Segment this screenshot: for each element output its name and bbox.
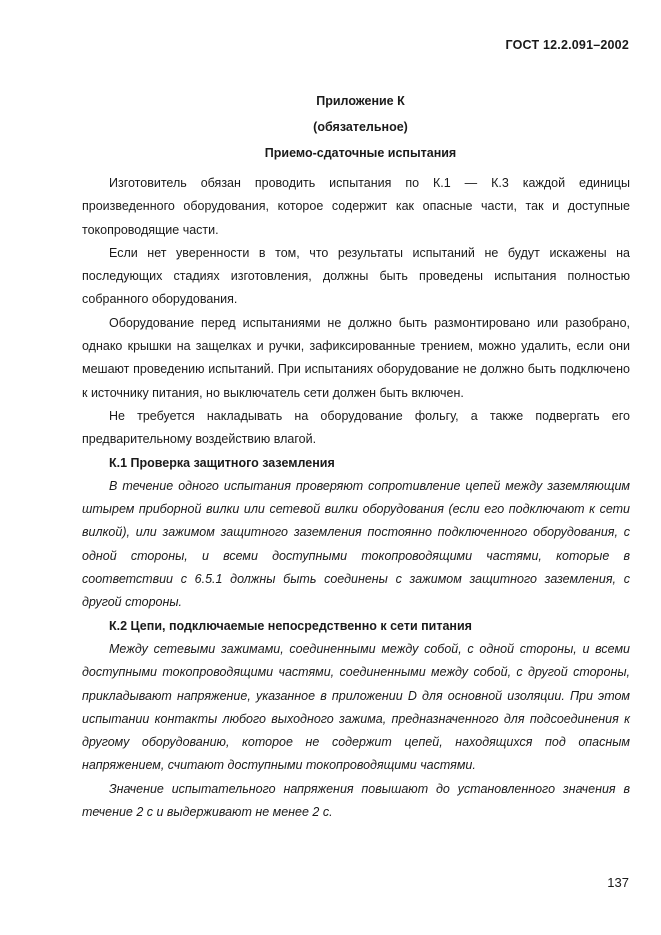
intro-paragraph: Оборудование перед испытаниями не должно быть размонтировано или разобрано, однако крышки на защелках и ручки, зафиксированные трением, можно удалить, если они мешают проведению испытаний. При испытаниях оборудование не должно быть подключено к источнику питания, но выключатель сети должен быть включен. (82, 315, 630, 400)
annex-status: (обязательное) (313, 120, 408, 134)
intro-paragraph: Не требуется накладывать на оборудование фольгу, а также подвергать его предварительному воздействию влагой. (82, 408, 630, 447)
section-k2-paragraph: Значение испытательного напряжения повышают до установленного значения в течение 2 с и выдерживают не менее 2 с. (82, 781, 630, 820)
section-k1-heading: К.1 Проверка защитного заземления (109, 455, 335, 470)
section-k2-paragraph: Между сетевыми зажимами, соединенными между собой, с одной стороны, и всеми доступными токопроводящими частями, соединенными между собой, с другой стороны, прикладывают напряжение, указанное в приложении D для основной изоляции. При этом испытании контакты любого выходного зажима, предназначенного для подсоединения к другому оборудованию, которое не содержит цепей, находящихся под опасным напряжением, считают доступными токопроводящими частями. (82, 641, 630, 773)
section-k1-paragraph: В течение одного испытания проверяют сопротивление цепей между заземляющим штырем приборной вилки или сетевой вилки оборудования (если его подключают к сети вилкой), или зажимом защитного заземления постоянно подключенного оборудования, с одной стороны, и всеми доступными токопроводящими частями, которые в соответствии с 6.5.1 должны быть соединены с зажимом защитного заземления, с другой стороны. (82, 478, 630, 610)
page-number: 137 (607, 875, 629, 890)
intro-paragraph: Если нет уверенности в том, что результаты испытаний не будут искажены на последующих стадиях изготовления, должны быть проведены испытания полностью собранного оборудования. (82, 245, 630, 307)
intro-paragraph: Изготовитель обязан проводить испытания по К.1 — К.3 каждой единицы произведенного оборудования, которое содержит как опасные части, так и доступные токопроводящие части. (82, 176, 630, 237)
annex-title: Приложение К (316, 94, 405, 108)
annex-subject: Приемо-сдаточные испытания (264, 146, 457, 160)
document-body (82, 172, 630, 824)
standard-code: ГОСТ 12.2.091–2002 (505, 38, 629, 52)
section-k2-heading: К.2 Цепи, подключаемые непосредственно к сети питания (109, 618, 472, 633)
